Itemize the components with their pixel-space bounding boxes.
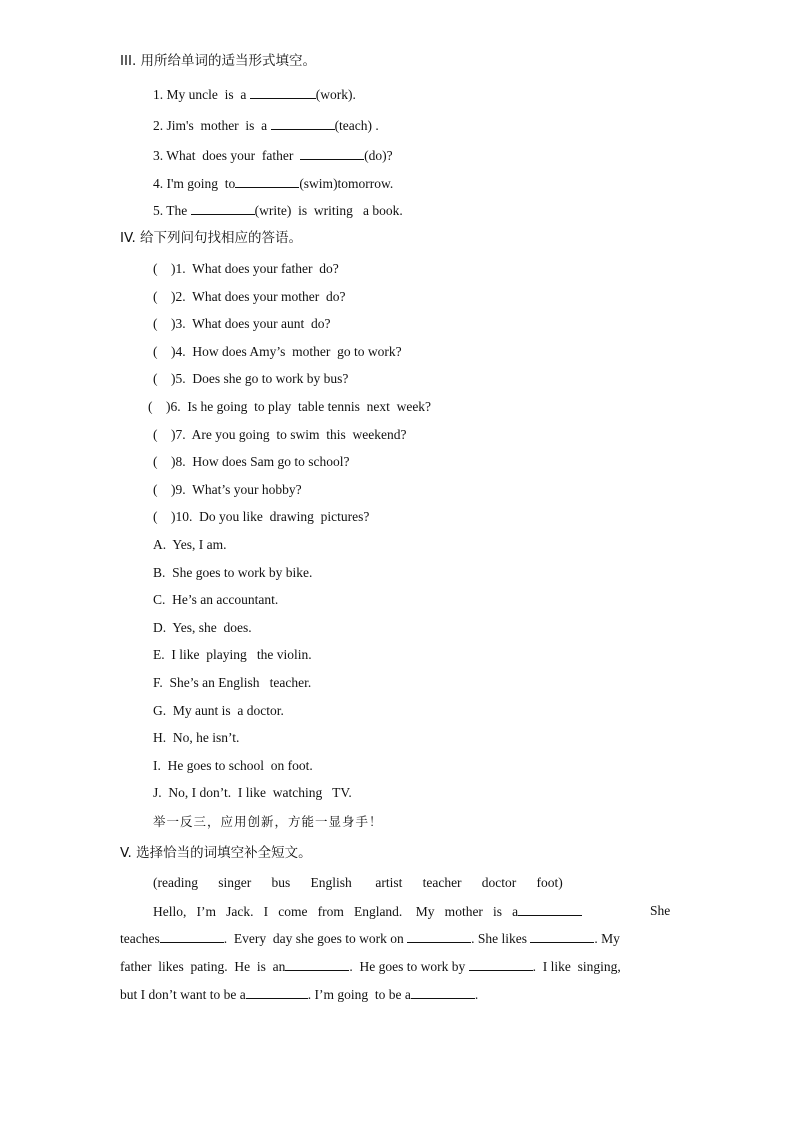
passage-line-4 [120, 986, 478, 1003]
item-text: 3. What does your father [153, 148, 301, 163]
answer-option: A. Yes, I am. [153, 537, 227, 552]
passage-text: She [650, 903, 671, 918]
question-item: ( )9. What’s your hobby? [153, 482, 302, 497]
answer-blank[interactable] [191, 202, 255, 215]
item-text: 4. I'm going to [153, 176, 236, 191]
question-item: ( )6. Is he going to play table tennis next week? [148, 399, 432, 414]
answer-option: G. My aunt is a doctor. [153, 703, 284, 718]
passage-text: Hello, I’m Jack. I come from England. My mother is a [153, 904, 519, 919]
answer-option: D. Yes, she does. [153, 620, 252, 635]
question-item: ( )10. Do you like drawing pictures? [153, 509, 370, 524]
item-hint: (teach) . [334, 118, 379, 133]
answer-blank[interactable] [530, 930, 594, 943]
word-bank: (reading singer bus English artist teacher doctor foot) [153, 875, 563, 890]
passage-text: . I like singing, [532, 959, 621, 974]
item-hint: (swim)tomorrow. [299, 176, 394, 191]
answer-blank[interactable] [235, 175, 299, 188]
answer-option: I. He goes to school on foot. [153, 758, 313, 773]
item-hint: (work). [315, 87, 356, 102]
question-item: ( )1. What does your father do? [153, 261, 339, 276]
passage-text: . She likes [471, 931, 531, 946]
passage-text: . Every day she goes to work on [223, 931, 408, 946]
fill-item-5 [153, 202, 403, 219]
answer-option: C. He’s an accountant. [153, 592, 279, 607]
passage-line-2 [120, 930, 620, 947]
answer-blank[interactable] [285, 958, 349, 971]
answer-option: E. I like playing the violin. [153, 647, 312, 662]
question-item: ( )4. How does Amy’s mother go to work? [153, 344, 402, 359]
answer-option: H. No, he isn’t. [153, 730, 240, 745]
passage-line-1 [153, 903, 582, 920]
fill-item-4 [153, 175, 393, 192]
question-item: ( )8. How does Sam go to school? [153, 454, 350, 469]
item-hint: (write) is writing a book. [254, 203, 403, 218]
answer-blank[interactable] [246, 986, 308, 999]
answer-blank[interactable] [160, 930, 224, 943]
passage-text: . My [594, 931, 620, 946]
passage-text: . [474, 987, 479, 1002]
item-text: 2. Jim's mother is a [153, 118, 271, 133]
answer-blank[interactable] [411, 986, 475, 999]
question-item: ( )7. Are you going to swim this weekend? [153, 427, 407, 442]
item-text: 5. The [153, 203, 191, 218]
fill-item-3 [153, 147, 393, 164]
answer-blank[interactable] [407, 930, 471, 943]
passage-text: . I’m going to be a [307, 987, 411, 1002]
answer-blank[interactable] [271, 117, 335, 130]
fill-item-2 [153, 117, 379, 134]
passage-text: but I don’t want to be a [120, 987, 246, 1002]
answer-blank[interactable] [250, 86, 316, 99]
answer-blank[interactable] [518, 903, 582, 916]
passage-text: father likes pating. He is an [120, 959, 286, 974]
item-text: 1. My uncle is a [153, 87, 250, 102]
answer-option: F. She’s an English teacher. [153, 675, 312, 690]
passage-line-3 [120, 958, 621, 975]
fill-item-1 [153, 86, 356, 103]
answer-option: B. She goes to work by bike. [153, 565, 313, 580]
question-item: ( )3. What does your aunt do? [153, 316, 331, 331]
answer-blank[interactable] [469, 958, 533, 971]
question-item: ( )2. What does your mother do? [153, 289, 346, 304]
section-3-heading: III. 用所给单词的适当形式填空。 [120, 53, 317, 69]
section-4-heading: IV. 给下列问句找相应的答语。 [120, 230, 303, 246]
passage-text: . He goes to work by [349, 959, 469, 974]
section-5-heading: V. 选择恰当的词填空补全短文。 [120, 845, 312, 861]
question-item: ( )5. Does she go to work by bus? [153, 371, 349, 386]
passage-text: teaches [120, 931, 160, 946]
item-hint: (do)? [364, 148, 393, 163]
answer-option: J. No, I don’t. I like watching TV. [153, 785, 352, 800]
answer-blank[interactable] [300, 147, 364, 160]
slogan: 举一反三，应用创新，方能一显身手！ [153, 814, 383, 829]
